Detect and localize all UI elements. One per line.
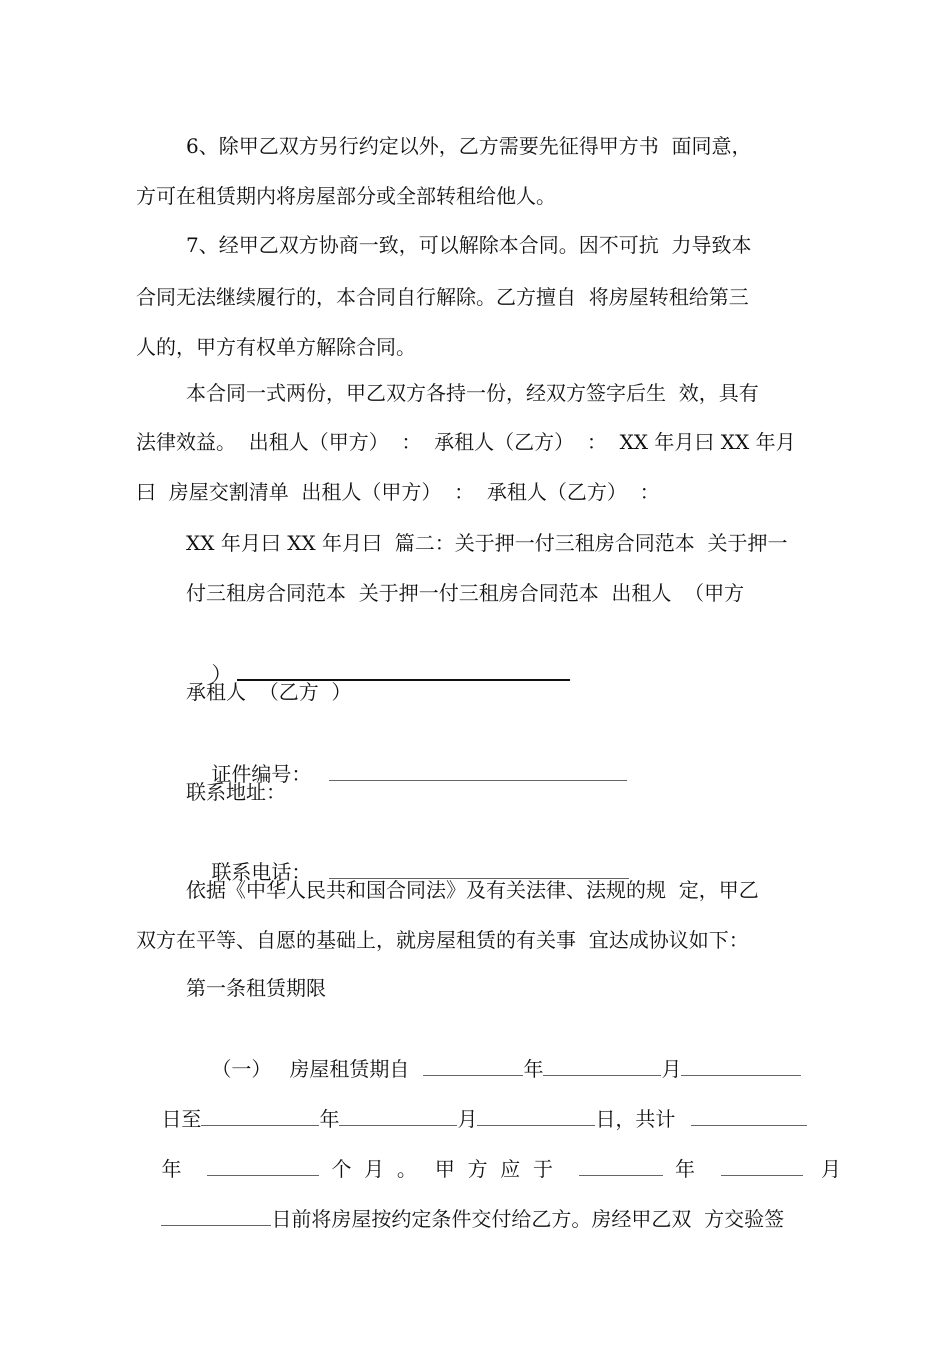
year-label: 年 [319,1107,340,1131]
phone-line [186,826,629,884]
term-line-2 [136,1073,807,1131]
text-line: 承租人 （乙方 ） [186,680,352,704]
address-label: 联系地址： [186,780,286,804]
term-line-3 [136,1123,842,1181]
text-line: 人的，甲方有权单方解除合同。 [136,335,416,359]
year-label: 年 [675,1157,696,1181]
due-day-blank [161,1203,271,1226]
section-heading: 第一条租赁期限 [186,976,326,1000]
text-line: 曰 房屋交割清单 出租人（甲方） ： 承租人（乙方） ： [136,480,660,504]
term-text-end: 日前将房屋按约定条件交付给乙方。房经甲乙双 方交验签 [271,1207,785,1231]
term-text: 房屋租赁期自 [289,1057,410,1081]
term-line-4 [136,1173,785,1231]
id-number-label: 证件编号： [211,762,312,786]
year-label: 年 [161,1157,182,1181]
month-label: 月 [661,1057,682,1081]
text-line: 7、经甲乙双方协商一致，可以解除本合同。因不可抗 力导致本 [186,233,752,257]
lessor-bracket: ） [211,662,232,686]
id-number-line [186,728,627,786]
day-total-label: 日，共计 [595,1107,676,1131]
text-line: 依据《中华人民共和国合同法》及有关法律、法规的规 定，甲乙 [186,878,759,902]
month-label: 月 [821,1157,842,1181]
term-item-number: （一） [211,1057,272,1081]
text-line: 双方在平等、自愿的基础上，就房屋租赁的有关事 宜达成协议如下： [136,928,749,952]
lessor-line [186,627,570,686]
year-label: 年 [523,1057,544,1081]
text-line: 付三租房合同范本 关于押一付三租房合同范本 出租人 （甲方 [186,581,745,605]
id-number-blank [329,758,627,781]
text-line: 合同无法继续履行的，本合同自行解除。乙方擅自 将房屋转租给第三 [136,285,749,309]
phone-label: 联系电话： [211,860,312,884]
text-line: 本合同一式两份，甲乙双方各持一份，经双方签字后生 效，具有 [186,381,759,405]
months-label: 个 月 。 [331,1157,417,1181]
month-label: 月 [457,1107,478,1131]
day-to-label: 日至 [161,1107,202,1131]
text-line: 方可在租赁期内将房屋部分或全部转租给他人。 [136,184,556,208]
due-label: 甲 方 应 于 [434,1157,554,1181]
term-line-1 [186,1023,801,1081]
text-line: 6、除甲乙双方另行约定以外，乙方需要先征得甲方书 面同意， [186,134,752,158]
text-line: XX 年月曰 XX 年月曰 篇二：关于押一付三租房合同范本 关于押一 [186,531,788,555]
text-line: 法律效益。 出租人（甲方） ： 承租人（乙方） ： XX 年月曰 XX 年月 [136,430,796,454]
